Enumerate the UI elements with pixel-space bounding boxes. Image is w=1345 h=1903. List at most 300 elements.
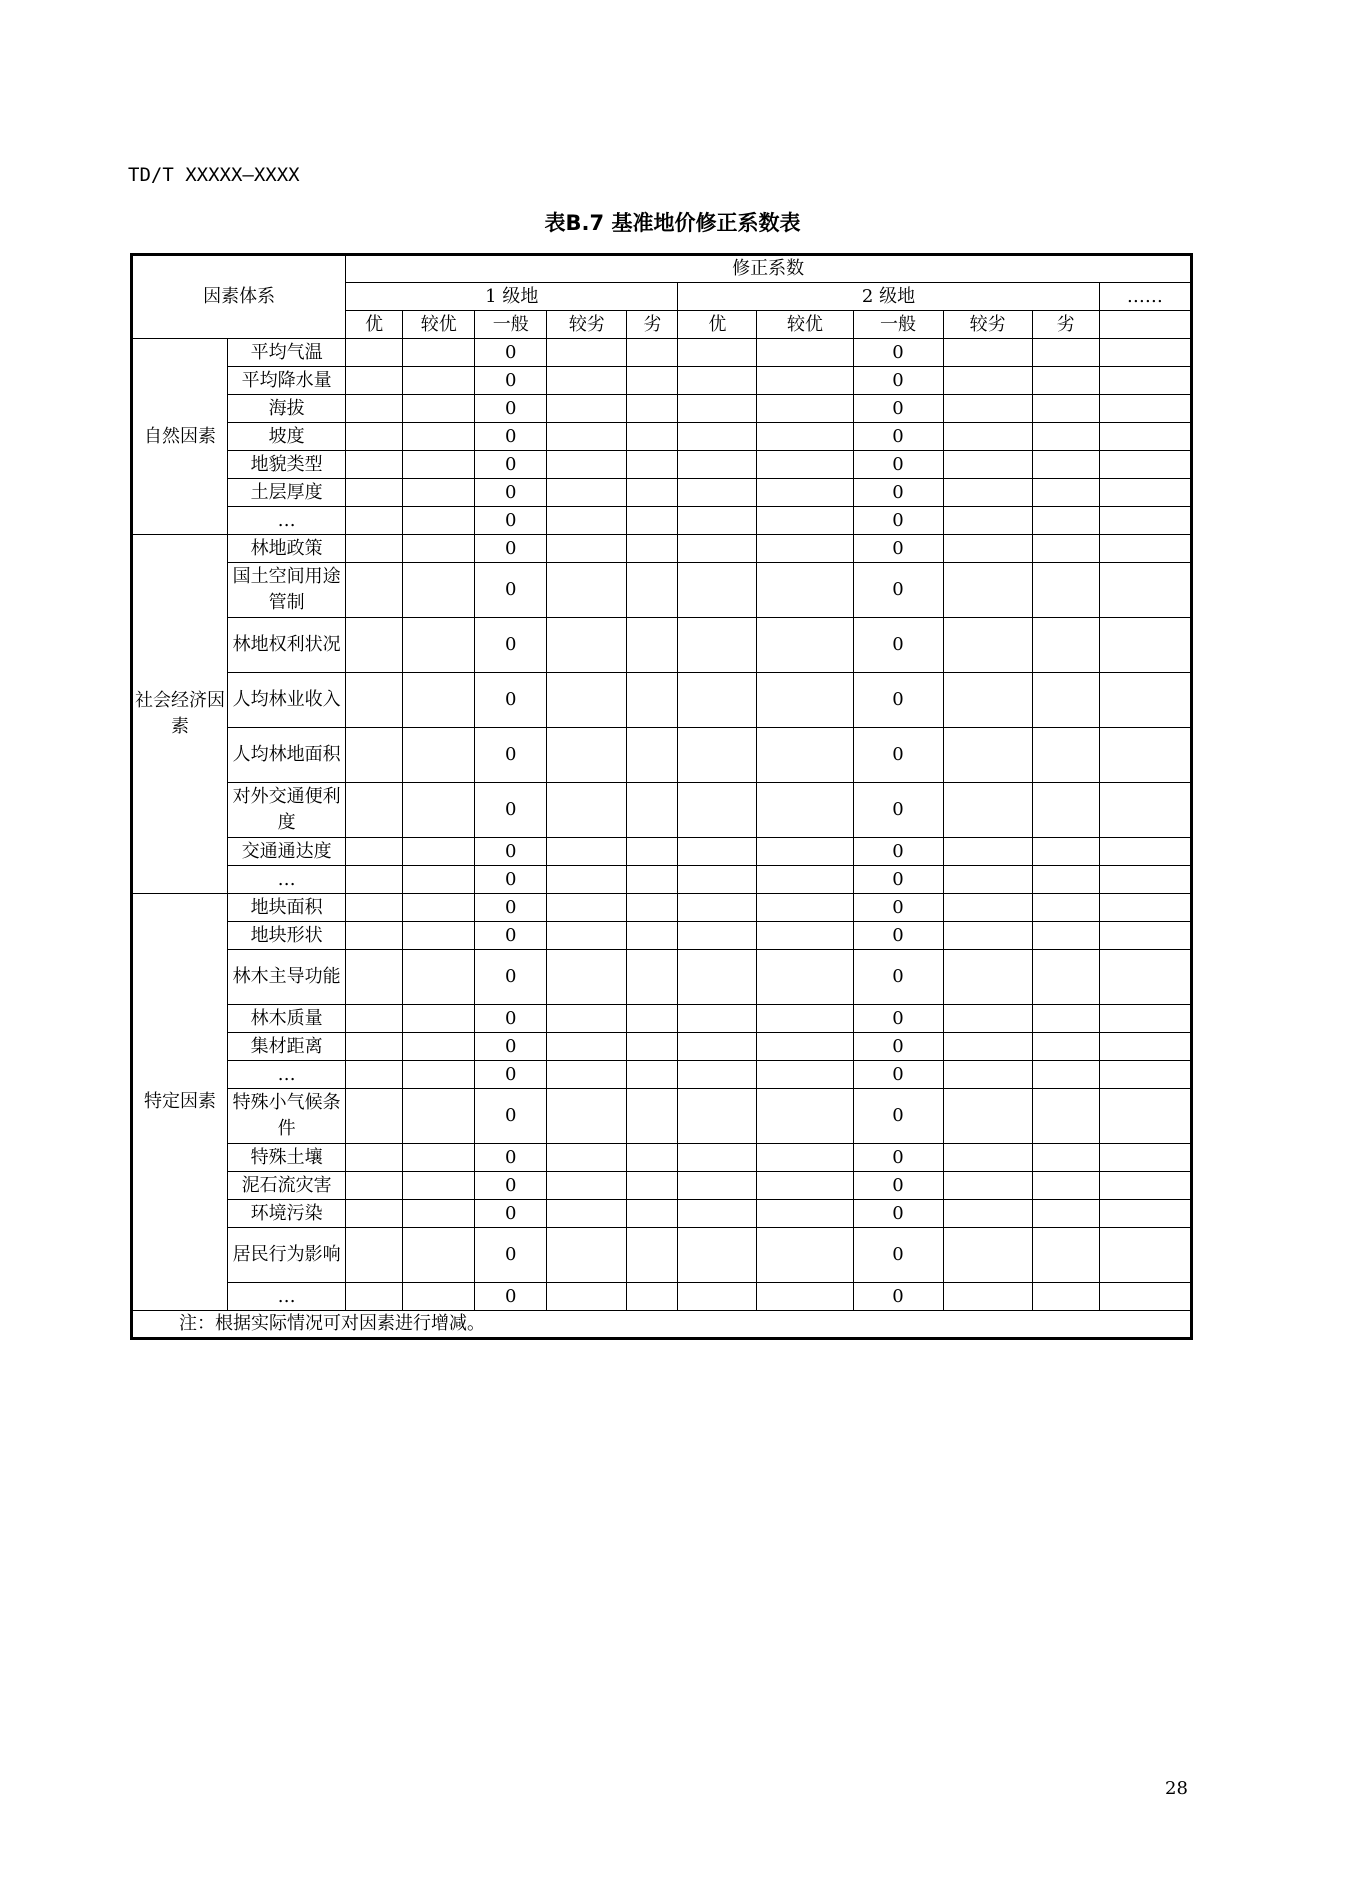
empty-cell xyxy=(757,618,853,673)
table-row xyxy=(132,894,1192,922)
empty-cell xyxy=(1099,1172,1191,1200)
factor-cell: 地块形状 xyxy=(228,922,346,950)
empty-cell xyxy=(943,451,1032,479)
value-cell: 0 xyxy=(853,507,943,535)
value-cell: 0 xyxy=(853,894,943,922)
empty-cell xyxy=(403,535,475,563)
empty-cell xyxy=(346,1228,403,1283)
empty-cell xyxy=(627,1172,678,1200)
empty-cell xyxy=(627,395,678,423)
empty-cell xyxy=(678,339,757,367)
group-header: 修正系数 xyxy=(346,255,1192,283)
empty-cell xyxy=(1032,728,1099,783)
empty-cell xyxy=(1032,1061,1099,1089)
empty-cell xyxy=(627,423,678,451)
factor-cell: 平均降水量 xyxy=(228,367,346,395)
empty-cell xyxy=(757,339,853,367)
empty-cell xyxy=(1099,423,1191,451)
empty-cell xyxy=(1032,451,1099,479)
empty-cell xyxy=(943,507,1032,535)
empty-cell xyxy=(346,423,403,451)
empty-cell xyxy=(547,367,627,395)
value-cell: 0 xyxy=(475,1200,547,1228)
empty-cell xyxy=(1032,395,1099,423)
value-cell: 0 xyxy=(853,423,943,451)
empty-cell xyxy=(1032,423,1099,451)
empty-cell xyxy=(403,451,475,479)
table-row xyxy=(132,1089,1192,1144)
value-cell: 0 xyxy=(853,618,943,673)
empty-cell xyxy=(1099,479,1191,507)
empty-cell xyxy=(943,1283,1032,1311)
empty-cell xyxy=(1032,618,1099,673)
empty-cell xyxy=(1099,1144,1191,1172)
value-cell: 0 xyxy=(475,563,547,618)
empty-cell xyxy=(1032,1283,1099,1311)
empty-cell xyxy=(346,395,403,423)
empty-cell xyxy=(403,395,475,423)
empty-cell xyxy=(1032,367,1099,395)
value-cell: 0 xyxy=(475,783,547,838)
empty-cell xyxy=(943,922,1032,950)
empty-cell xyxy=(547,1228,627,1283)
grade-header: 1 级地 xyxy=(346,283,678,311)
empty-cell xyxy=(757,922,853,950)
empty-cell xyxy=(403,1033,475,1061)
value-cell: 0 xyxy=(475,866,547,894)
level-header: 劣 xyxy=(1032,311,1099,339)
empty-cell xyxy=(627,367,678,395)
empty-cell xyxy=(678,395,757,423)
empty-cell xyxy=(346,1200,403,1228)
empty-cell xyxy=(547,894,627,922)
empty-cell xyxy=(346,838,403,866)
empty-cell xyxy=(1099,1283,1191,1311)
empty-cell xyxy=(346,618,403,673)
header-row-1 xyxy=(132,255,1192,283)
empty-cell xyxy=(943,1172,1032,1200)
empty-cell xyxy=(346,1172,403,1200)
empty-cell xyxy=(943,395,1032,423)
empty-cell xyxy=(403,1005,475,1033)
level-header: 优 xyxy=(346,311,403,339)
empty-cell xyxy=(943,618,1032,673)
empty-cell xyxy=(627,451,678,479)
empty-cell xyxy=(547,1005,627,1033)
empty-cell xyxy=(678,1283,757,1311)
empty-cell xyxy=(403,838,475,866)
empty-cell xyxy=(678,838,757,866)
table-row xyxy=(132,563,1192,618)
empty-cell xyxy=(678,367,757,395)
empty-cell xyxy=(678,783,757,838)
empty-cell xyxy=(547,507,627,535)
empty-cell xyxy=(757,535,853,563)
empty-cell xyxy=(346,922,403,950)
value-cell: 0 xyxy=(475,950,547,1005)
empty-cell xyxy=(627,728,678,783)
empty-cell xyxy=(1032,866,1099,894)
factor-cell: 地块面积 xyxy=(228,894,346,922)
value-cell: 0 xyxy=(853,1228,943,1283)
empty-cell xyxy=(403,367,475,395)
factor-cell: … xyxy=(228,1061,346,1089)
empty-cell xyxy=(1099,894,1191,922)
empty-cell xyxy=(547,563,627,618)
factor-cell: 人均林业收入 xyxy=(228,673,346,728)
value-cell: 0 xyxy=(853,1061,943,1089)
empty-cell xyxy=(627,507,678,535)
empty-cell xyxy=(1099,1228,1191,1283)
empty-cell xyxy=(346,451,403,479)
empty-cell xyxy=(627,1200,678,1228)
empty-cell xyxy=(1032,673,1099,728)
factor-cell: … xyxy=(228,866,346,894)
empty-cell xyxy=(627,1283,678,1311)
empty-cell xyxy=(943,1144,1032,1172)
empty-cell xyxy=(627,866,678,894)
value-cell: 0 xyxy=(475,1089,547,1144)
empty-cell xyxy=(1099,728,1191,783)
factor-cell: 人均林地面积 xyxy=(228,728,346,783)
empty-cell xyxy=(403,423,475,451)
empty-cell xyxy=(757,1033,853,1061)
empty-cell xyxy=(678,1200,757,1228)
empty-cell xyxy=(346,866,403,894)
correction-coefficient-table xyxy=(130,253,1193,1340)
empty-cell xyxy=(627,1089,678,1144)
empty-cell xyxy=(403,783,475,838)
empty-cell xyxy=(1032,1228,1099,1283)
value-cell: 0 xyxy=(853,1283,943,1311)
empty-cell xyxy=(1032,479,1099,507)
empty-cell xyxy=(678,1033,757,1061)
value-cell: 0 xyxy=(475,728,547,783)
empty-cell xyxy=(678,894,757,922)
empty-cell xyxy=(403,507,475,535)
empty-cell xyxy=(547,1200,627,1228)
document-code: TD/T XXXXX—XXXX xyxy=(128,164,300,186)
value-cell: 0 xyxy=(853,950,943,1005)
empty-cell xyxy=(547,1144,627,1172)
empty-cell xyxy=(1099,1089,1191,1144)
empty-cell xyxy=(1099,950,1191,1005)
empty-cell xyxy=(757,673,853,728)
table-row xyxy=(132,1144,1192,1172)
empty-cell xyxy=(757,395,853,423)
value-cell: 0 xyxy=(475,838,547,866)
empty-cell xyxy=(1099,563,1191,618)
level-header: 一般 xyxy=(475,311,547,339)
factor-cell: 林地权利状况 xyxy=(228,618,346,673)
empty-cell xyxy=(757,1283,853,1311)
empty-cell xyxy=(943,950,1032,1005)
empty-cell xyxy=(678,922,757,950)
empty-cell xyxy=(757,507,853,535)
page-number: 28 xyxy=(1165,1778,1188,1799)
empty-cell xyxy=(346,728,403,783)
empty-cell xyxy=(627,838,678,866)
empty-cell xyxy=(757,423,853,451)
factor-cell: … xyxy=(228,1283,346,1311)
empty-cell xyxy=(627,673,678,728)
empty-cell xyxy=(1099,311,1191,339)
empty-cell xyxy=(1032,507,1099,535)
empty-cell xyxy=(627,922,678,950)
empty-cell xyxy=(547,1172,627,1200)
table-row xyxy=(132,367,1192,395)
table-row xyxy=(132,922,1192,950)
value-cell: 0 xyxy=(853,535,943,563)
empty-cell xyxy=(1099,1033,1191,1061)
empty-cell xyxy=(1099,451,1191,479)
table-row xyxy=(132,866,1192,894)
empty-cell xyxy=(547,535,627,563)
empty-cell xyxy=(757,563,853,618)
factor-cell: 居民行为影响 xyxy=(228,1228,346,1283)
empty-cell xyxy=(627,894,678,922)
empty-cell xyxy=(1032,1033,1099,1061)
table-row xyxy=(132,950,1192,1005)
empty-cell xyxy=(1099,673,1191,728)
empty-cell xyxy=(627,563,678,618)
value-cell: 0 xyxy=(475,618,547,673)
empty-cell xyxy=(1099,339,1191,367)
empty-cell xyxy=(1099,1005,1191,1033)
empty-cell xyxy=(403,1089,475,1144)
empty-cell xyxy=(403,563,475,618)
value-cell: 0 xyxy=(853,1144,943,1172)
empty-cell xyxy=(1099,1061,1191,1089)
empty-cell xyxy=(678,507,757,535)
empty-cell xyxy=(943,1228,1032,1283)
empty-cell xyxy=(1099,507,1191,535)
empty-cell xyxy=(547,728,627,783)
empty-cell xyxy=(403,479,475,507)
empty-cell xyxy=(627,1061,678,1089)
empty-cell xyxy=(627,1144,678,1172)
empty-cell xyxy=(403,673,475,728)
empty-cell xyxy=(346,563,403,618)
grade-header: 2 级地 xyxy=(678,283,1099,311)
table-row xyxy=(132,1283,1192,1311)
empty-cell xyxy=(757,451,853,479)
category-cell: 自然因素 xyxy=(132,339,228,535)
empty-cell xyxy=(547,1061,627,1089)
empty-cell xyxy=(943,838,1032,866)
empty-cell xyxy=(1032,1005,1099,1033)
value-cell: 0 xyxy=(475,423,547,451)
empty-cell xyxy=(1099,395,1191,423)
empty-cell xyxy=(943,339,1032,367)
table-row xyxy=(132,1033,1192,1061)
empty-cell xyxy=(678,479,757,507)
empty-cell xyxy=(678,1005,757,1033)
table-row xyxy=(132,507,1192,535)
empty-cell xyxy=(627,1033,678,1061)
empty-cell xyxy=(757,1200,853,1228)
value-cell: 0 xyxy=(853,339,943,367)
empty-cell xyxy=(403,894,475,922)
empty-cell xyxy=(678,451,757,479)
table-row xyxy=(132,618,1192,673)
empty-cell xyxy=(547,618,627,673)
empty-cell xyxy=(678,1228,757,1283)
empty-cell xyxy=(547,866,627,894)
empty-cell xyxy=(403,922,475,950)
empty-cell xyxy=(678,950,757,1005)
empty-cell xyxy=(1099,535,1191,563)
factor-cell: 对外交通便利度 xyxy=(228,783,346,838)
empty-cell xyxy=(678,866,757,894)
level-header: 较劣 xyxy=(943,311,1032,339)
empty-cell xyxy=(1099,1200,1191,1228)
empty-cell xyxy=(943,1089,1032,1144)
empty-cell xyxy=(547,423,627,451)
table-row xyxy=(132,1172,1192,1200)
empty-cell xyxy=(678,673,757,728)
empty-cell xyxy=(547,1089,627,1144)
value-cell: 0 xyxy=(853,922,943,950)
table-row xyxy=(132,838,1192,866)
value-cell: 0 xyxy=(853,395,943,423)
value-cell: 0 xyxy=(853,1005,943,1033)
empty-cell xyxy=(346,1283,403,1311)
empty-cell xyxy=(678,1144,757,1172)
factor-cell: 特殊小气候条件 xyxy=(228,1089,346,1144)
empty-cell xyxy=(346,1061,403,1089)
empty-cell xyxy=(678,1089,757,1144)
empty-cell xyxy=(547,339,627,367)
empty-cell xyxy=(403,728,475,783)
empty-cell xyxy=(627,950,678,1005)
empty-cell xyxy=(346,507,403,535)
level-header: 一般 xyxy=(853,311,943,339)
value-cell: 0 xyxy=(475,894,547,922)
table-row xyxy=(132,395,1192,423)
empty-cell xyxy=(678,1172,757,1200)
empty-cell xyxy=(678,535,757,563)
empty-cell xyxy=(403,618,475,673)
value-cell: 0 xyxy=(475,395,547,423)
table-title: 表B.7 基准地价修正系数表 xyxy=(544,211,801,235)
value-cell: 0 xyxy=(475,479,547,507)
empty-cell xyxy=(346,950,403,1005)
value-cell: 0 xyxy=(853,367,943,395)
value-cell: 0 xyxy=(475,1228,547,1283)
empty-cell xyxy=(1032,1144,1099,1172)
empty-cell xyxy=(943,783,1032,838)
empty-cell xyxy=(757,950,853,1005)
empty-cell xyxy=(757,1061,853,1089)
empty-cell xyxy=(1032,783,1099,838)
table-row xyxy=(132,673,1192,728)
table-row xyxy=(132,1061,1192,1089)
level-header: 优 xyxy=(678,311,757,339)
empty-cell xyxy=(346,339,403,367)
empty-cell xyxy=(1032,339,1099,367)
category-cell: 特定因素 xyxy=(132,894,228,1311)
empty-cell xyxy=(757,1144,853,1172)
table-row xyxy=(132,728,1192,783)
value-cell: 0 xyxy=(853,838,943,866)
factor-cell: 林地政策 xyxy=(228,535,346,563)
empty-cell xyxy=(403,1200,475,1228)
empty-cell xyxy=(547,673,627,728)
empty-cell xyxy=(1032,1089,1099,1144)
empty-cell xyxy=(627,535,678,563)
table-row xyxy=(132,479,1192,507)
empty-cell xyxy=(757,479,853,507)
table-row xyxy=(132,1005,1192,1033)
empty-cell xyxy=(547,838,627,866)
empty-cell xyxy=(943,563,1032,618)
empty-cell xyxy=(403,866,475,894)
value-cell: 0 xyxy=(475,1172,547,1200)
empty-cell xyxy=(346,1144,403,1172)
empty-cell xyxy=(943,728,1032,783)
empty-cell xyxy=(627,618,678,673)
empty-cell xyxy=(1032,838,1099,866)
value-cell: 0 xyxy=(475,1283,547,1311)
empty-cell xyxy=(403,1283,475,1311)
factor-cell: 国土空间用途管制 xyxy=(228,563,346,618)
value-cell: 0 xyxy=(853,673,943,728)
empty-cell xyxy=(943,479,1032,507)
factor-cell: 平均气温 xyxy=(228,339,346,367)
empty-cell xyxy=(943,1005,1032,1033)
empty-cell xyxy=(627,783,678,838)
empty-cell xyxy=(1032,563,1099,618)
factor-cell: 集材距离 xyxy=(228,1033,346,1061)
factor-cell: 土层厚度 xyxy=(228,479,346,507)
empty-cell xyxy=(547,1283,627,1311)
value-cell: 0 xyxy=(475,922,547,950)
value-cell: 0 xyxy=(475,367,547,395)
empty-cell xyxy=(346,673,403,728)
empty-cell xyxy=(627,339,678,367)
empty-cell xyxy=(547,1033,627,1061)
value-cell: 0 xyxy=(475,451,547,479)
empty-cell xyxy=(678,1061,757,1089)
table-row xyxy=(132,451,1192,479)
value-cell: 0 xyxy=(475,1005,547,1033)
empty-cell xyxy=(678,563,757,618)
empty-cell xyxy=(757,866,853,894)
empty-cell xyxy=(1099,866,1191,894)
factor-cell: 海拔 xyxy=(228,395,346,423)
value-cell: 0 xyxy=(853,866,943,894)
table-row xyxy=(132,535,1192,563)
table-row xyxy=(132,1228,1192,1283)
value-cell: 0 xyxy=(853,1033,943,1061)
empty-cell xyxy=(943,1033,1032,1061)
empty-cell xyxy=(757,1228,853,1283)
value-cell: 0 xyxy=(853,1172,943,1200)
table-row xyxy=(132,423,1192,451)
value-cell: 0 xyxy=(853,479,943,507)
level-header: 劣 xyxy=(627,311,678,339)
factor-cell: 特殊土壤 xyxy=(228,1144,346,1172)
empty-cell xyxy=(1099,618,1191,673)
table-row xyxy=(132,339,1192,367)
empty-cell xyxy=(346,1089,403,1144)
value-cell: 0 xyxy=(475,1033,547,1061)
empty-cell xyxy=(547,922,627,950)
value-cell: 0 xyxy=(475,673,547,728)
empty-cell xyxy=(757,1172,853,1200)
empty-cell xyxy=(627,479,678,507)
